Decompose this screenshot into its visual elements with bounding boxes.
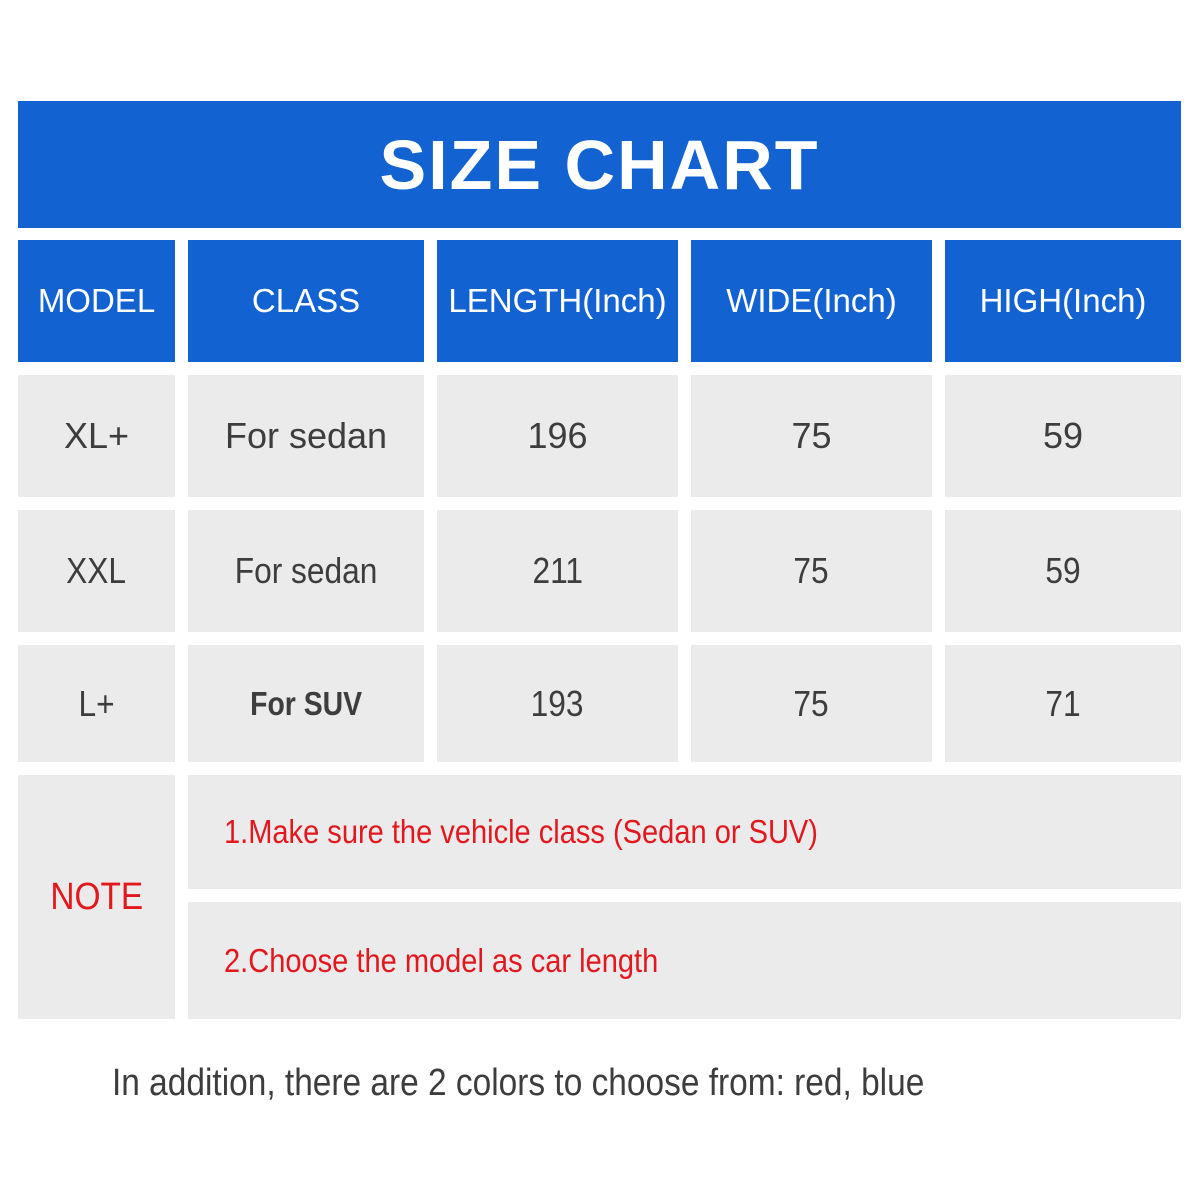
cell-class-xl (188, 375, 424, 497)
cell-class-l (188, 645, 424, 762)
cell-value: XXL (66, 550, 127, 591)
cell-value: 193 (531, 682, 584, 724)
cell-value: L+ (78, 682, 115, 724)
column-header-label: HIGH(Inch) (979, 282, 1147, 319)
column-header-class (188, 240, 424, 362)
note-text: 2.Choose the model as car length (224, 941, 659, 979)
cell-model-xl (18, 375, 175, 497)
footer-note (112, 1062, 1035, 1105)
cell-value: XL+ (63, 415, 130, 456)
cell-wide-xl (691, 375, 932, 497)
column-header-high (945, 240, 1181, 362)
cell-value: 75 (791, 415, 832, 456)
cell-value: For SUV (250, 684, 362, 722)
cell-value: 59 (1045, 550, 1081, 591)
cell-wide-xxl (691, 510, 932, 632)
cell-length-xxl (437, 510, 678, 632)
cell-value: 196 (527, 415, 588, 456)
footer-text: In addition, there are 2 colors to choose from: red, blue (112, 1062, 925, 1104)
size-table (18, 240, 1181, 1019)
column-header-label: MODEL (37, 282, 156, 319)
column-header-label: LENGTH(Inch) (448, 282, 667, 319)
cell-value: 59 (1042, 415, 1084, 456)
cell-value: 75 (793, 682, 830, 724)
cell-high-xl (945, 375, 1181, 497)
note-line-2 (188, 902, 1181, 1019)
size-chart-title-bar (18, 101, 1181, 228)
column-header-length (437, 240, 678, 362)
cell-value: 71 (1045, 682, 1081, 724)
cell-class-xxl (188, 510, 424, 632)
note-label: NOTE (50, 875, 143, 918)
note-label-cell (18, 775, 175, 1019)
note-text: 1.Make sure the vehicle class (Sedan or SUV) (224, 813, 818, 850)
cell-model-l (18, 645, 175, 762)
page-title: SIZE CHART (379, 125, 820, 204)
cell-length-l (437, 645, 678, 762)
column-header-model (18, 240, 175, 362)
cell-length-xl (437, 375, 678, 497)
cell-value: For sedan (224, 415, 388, 456)
column-header-label: CLASS (251, 282, 361, 319)
cell-wide-l (691, 645, 932, 762)
cell-high-xxl (945, 510, 1181, 632)
column-header-wide (691, 240, 932, 362)
column-header-label: WIDE(Inch) (726, 282, 897, 319)
cell-value: 211 (532, 550, 583, 591)
cell-high-l (945, 645, 1181, 762)
cell-value: 75 (793, 550, 830, 591)
note-line-1 (188, 775, 1181, 889)
cell-model-xxl (18, 510, 175, 632)
cell-value: For sedan (234, 550, 378, 591)
